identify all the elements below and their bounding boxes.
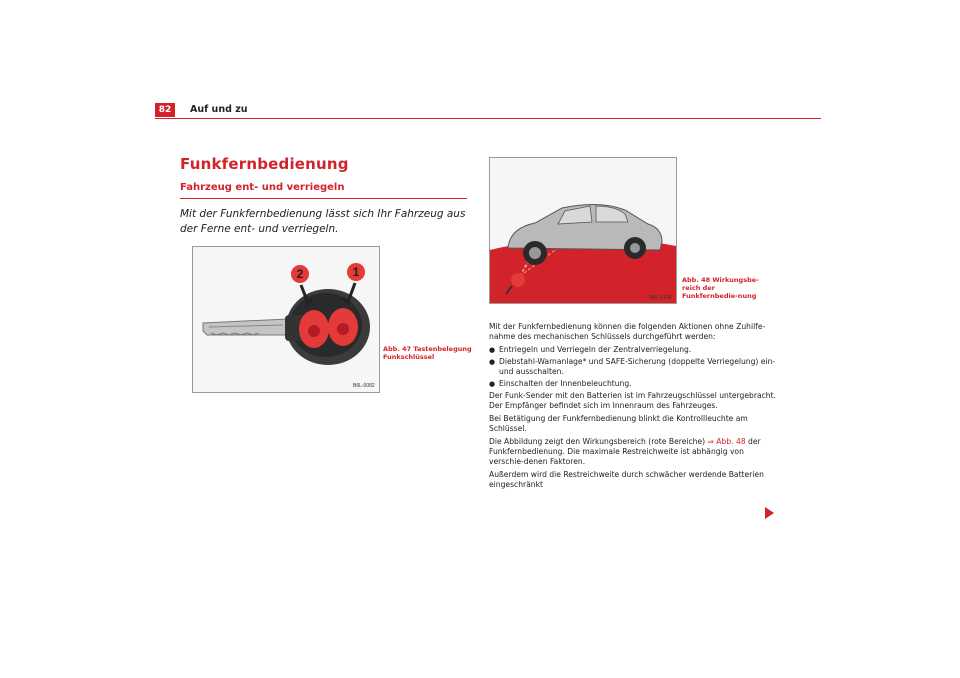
label-1: 1 xyxy=(352,265,360,279)
subtitle: Fahrzeug ent- und verriegeln xyxy=(180,182,345,193)
figure-car-range xyxy=(489,157,677,304)
figure-reference-link[interactable]: ⇒ Abb. 48 xyxy=(707,437,746,446)
main-title: Funkfernbedienung xyxy=(180,155,349,173)
paragraph-3: Bei Betätigung der Funkfernbedienung blinkt die Kontrollleuchte am Schlüssel. xyxy=(489,414,748,433)
continue-arrow-icon xyxy=(765,507,774,519)
subtitle-divider xyxy=(180,198,467,199)
list-item xyxy=(489,357,779,377)
key-fob-illustration xyxy=(193,247,379,392)
list-item xyxy=(489,345,779,355)
paragraph-4-end: der Funkfernbedienung. Die maximale Restreichweite ist abhängig von verschie-denen Faktoren. xyxy=(489,437,761,466)
header-divider xyxy=(155,118,821,119)
page-number: 82 xyxy=(155,103,175,117)
section-title: Auf und zu xyxy=(190,104,248,115)
paragraph-4-start: Die Abbildung zeigt den Wirkungsbereich (rote Bereiche) xyxy=(489,437,708,446)
figure-caption-47: Abb. 47 Tastenbelegung Funkschlüssel xyxy=(383,345,472,361)
body-text xyxy=(489,322,779,493)
list-item-text: Diebstahl-Warnanlage* und SAFE-Sicherung (doppelte Verriegelung) ein- und ausschalten. xyxy=(499,357,776,376)
paragraph-1: Mit der Funkfernbedienung können die folgenden Aktionen ohne Zuhilfe-nahme des mechanischen Schlüssels durchgeführt werden: xyxy=(489,322,766,341)
figure-key-fob xyxy=(192,246,380,393)
car-range-illustration xyxy=(490,158,676,303)
bullet-icon: ● xyxy=(489,358,496,366)
label-2: 2 xyxy=(296,267,304,281)
paragraph-5: Außerdem wird die Restreichweite durch schwächer werdende Batterien eingeschränkt xyxy=(489,470,764,489)
paragraph-2: Der Funk-Sender mit den Batterien ist im Fahrzeugschlüssel untergebracht. Der Empfänger befindet sich im Innenraum des Fahrzeuges. xyxy=(489,391,776,410)
paragraph-4 xyxy=(489,437,779,467)
bullet-icon: ● xyxy=(489,346,496,354)
bullet-icon: ● xyxy=(489,380,496,388)
figure-code: B6L-0082 xyxy=(353,383,375,389)
figure-caption-48: Abb. 48 Wirkungsbe-reich der Funkfernbedie-nung xyxy=(682,276,759,300)
figure-code: B6L-0106 xyxy=(650,295,672,301)
list-item-text: Einschalten der Innenbeleuchtung. xyxy=(499,379,632,388)
intro-text: Mit der Funkfernbedienung lässt sich Ihr Fahrzeug aus der Ferne ent- und verriegeln. xyxy=(180,208,466,235)
list-item-text: Entriegeln und Verriegeln der Zentralverriegelung. xyxy=(499,345,692,354)
list-item xyxy=(489,379,779,389)
